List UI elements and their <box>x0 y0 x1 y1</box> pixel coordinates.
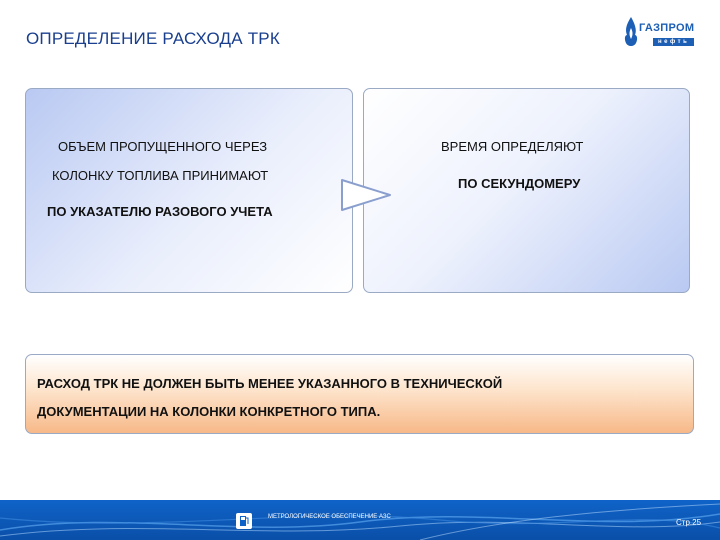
arrow-right-icon <box>340 178 394 212</box>
banner-line-2: ДОКУМЕНТАЦИИ НА КОЛОНКИ КОНКРЕТНОГО ТИПА. <box>37 404 381 419</box>
left-info-box <box>25 88 353 293</box>
gazprom-flame-icon <box>622 16 640 48</box>
right-box-line-1: ВРЕМЯ ОПРЕДЕЛЯЮТ <box>441 139 584 154</box>
footer-bar <box>0 500 720 540</box>
banner-line-1: РАСХОД ТРК НЕ ДОЛЖЕН БЫТЬ МЕНЕЕ УКАЗАННОГО В ТЕХНИЧЕСКОЙ <box>37 376 503 391</box>
logo-sub-text: нефть <box>653 38 694 46</box>
footer-caption: МЕТРОЛОГИЧЕСКОЕ ОБЕСПЕЧЕНИЕ АЗС <box>268 514 391 520</box>
page-number: Стр.25 <box>676 518 702 527</box>
fuel-pump-icon <box>236 513 252 529</box>
left-box-line-1: ОБЪЕМ ПРОПУЩЕННОГО ЧЕРЕЗ <box>58 139 268 154</box>
footer-wave-decoration <box>0 500 720 540</box>
right-box-line-2: ПО СЕКУНДОМЕРУ <box>458 176 581 191</box>
gazprom-neft-logo <box>622 16 694 52</box>
left-box-line-3: ПО УКАЗАТЕЛЮ РАЗОВОГО УЧЕТА <box>47 204 273 219</box>
left-box-line-2: КОЛОНКУ ТОПЛИВА ПРИНИМАЮТ <box>52 168 269 183</box>
conclusion-banner <box>25 354 694 434</box>
logo-brand-text: ГАЗПРОМ <box>639 22 695 34</box>
slide-title: ОПРЕДЕЛЕНИЕ РАСХОДА ТРК <box>26 29 280 48</box>
